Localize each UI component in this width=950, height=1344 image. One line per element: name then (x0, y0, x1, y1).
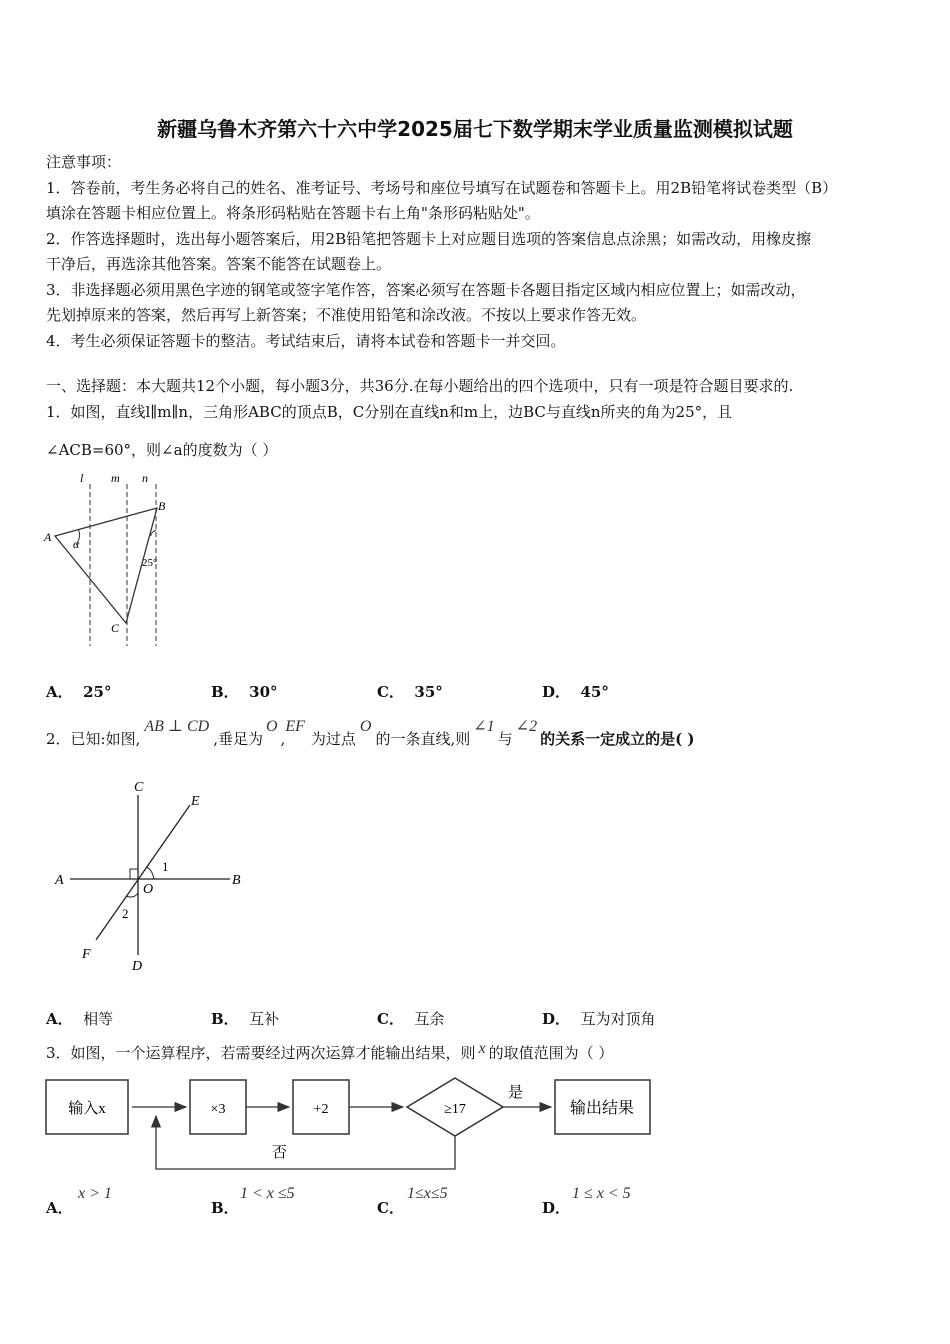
q3-option-a-letter[interactable]: A． (46, 1199, 73, 1217)
q3-math-x: x (478, 1040, 486, 1057)
notice-line: 4．考生必须保证答题卡的整洁。考试结束后，请将本试卷和答题卡一并交回。 (46, 331, 566, 350)
q2-math-o: O (265, 718, 278, 735)
flow-no-label: 否 (272, 1145, 288, 1161)
q2-option-c[interactable]: C． 互余 (377, 1010, 445, 1028)
q1-stem-line1 (46, 401, 732, 422)
flow-input-label: 输入x (68, 1101, 106, 1117)
q1-option-b[interactable]: B． 30° (211, 683, 278, 701)
angle-1-arc (146, 867, 154, 879)
q2-option-a[interactable]: A． 相等 (46, 1010, 114, 1028)
flow-condition-label: ≥17 (444, 1102, 466, 1117)
q2-option-b[interactable]: B． 互补 (211, 1010, 280, 1028)
label-C: C (134, 780, 144, 795)
q2-figure (50, 775, 250, 975)
q2-stem: 2．已知:如图,AB ⊥ CD,垂足为O,EF为过点O的一条直线,则∠1与∠2的关系一定成立的是( ) (46, 718, 695, 748)
q3-option-a-text: x > 1 (78, 1185, 112, 1202)
label-n: n (142, 471, 148, 485)
flow-times3-label: ×3 (210, 1102, 226, 1117)
q1-option-c[interactable]: C． 35° (377, 683, 443, 701)
q2-math-ef: EF (285, 718, 305, 735)
flow-plus2-label: +2 (313, 1102, 329, 1117)
label-E: E (191, 794, 200, 809)
label-D: D (132, 959, 143, 974)
notice-line: 2．作答选择题时，选出每小题答案后，用2B铅笔把答题卡上对应题目选项的答案信息点涂黑；如需改动，用橡皮擦 (46, 229, 812, 248)
q2-math-o2: O (359, 718, 372, 735)
q3-option-c-letter[interactable]: C． (377, 1199, 404, 1217)
notice-heading: 注意事项： (46, 153, 122, 171)
q3-option-d-letter[interactable]: D． (542, 1199, 571, 1217)
q2-math-ab-cd: AB ⊥ CD (144, 718, 210, 735)
q1-option-d[interactable]: D． 45° (542, 683, 609, 701)
q3-option-c-text: 1≤x≤5 (407, 1185, 448, 1202)
q2-math-angle1: ∠1 (473, 718, 495, 735)
q2-option-d[interactable]: D． 互为对顶角 (542, 1010, 656, 1028)
right-angle-mark (130, 869, 138, 879)
q1-option-a[interactable]: A． 25° (46, 683, 112, 701)
flow-output-label: 输出结果 (569, 1100, 635, 1117)
flow-yes-label: 是 (508, 1085, 524, 1101)
label-A: A (55, 873, 64, 888)
notice-line: 填涂在答题卡相应位置上。将条形码粘贴在答题卡右上角"条形码粘贴处"。 (46, 204, 540, 222)
notice-line: 1．答卷前，考生务必将自己的姓名、准考证号、考场号和座位号填写在试题卷和答题卡上。用2B铅笔将试卷类型（B） (46, 178, 838, 197)
line-ef (96, 805, 190, 940)
q3-option-b-letter[interactable]: B． (211, 1199, 239, 1217)
q1-figure (40, 466, 175, 650)
label-25: 25° (142, 557, 158, 569)
arrow-loop-back (156, 1116, 455, 1169)
notice-block (46, 150, 906, 354)
label-B: B (232, 873, 241, 888)
label-B: B (158, 499, 166, 513)
angle-25-arc (151, 530, 156, 536)
label-O: O (143, 882, 154, 897)
notice-line: 干净后，再选涂其他答案。答案不能答在试题卷上。 (46, 255, 392, 273)
section-heading: 一、选择题：本大题共12个小题，每小题3分，共36分.在每小题给出的四个选项中，只有一项是符合题目要求的. (46, 377, 794, 395)
q3-stem: 3．如图，一个运算程序，若需要经过两次运算才能输出结果，则 x 的取值范围为（ ） (46, 1040, 614, 1062)
label-alpha: α (73, 537, 80, 551)
label-F: F (82, 947, 91, 962)
notice-line: 3．非选择题必须用黑色字迹的钢笔或签字笔作答，答案必须写在答题卡各题目指定区域内相应位置上；如需改动， (46, 280, 806, 299)
label-A: A (44, 530, 52, 544)
q3-option-d-text: 1 ≤ x < 5 (572, 1185, 631, 1202)
label-m: m (111, 471, 120, 485)
label-l: l (80, 471, 84, 485)
q3-option-b-text: 1 < x ≤5 (240, 1185, 295, 1202)
q1-stem-line2: ∠ACB=60°，则∠a的度数为（ ） (46, 441, 278, 459)
label-C: C (111, 621, 120, 635)
q3-flowchart (40, 1072, 670, 1176)
q2-math-angle2: ∠2 (515, 718, 538, 735)
page-title: 新疆乌鲁木齐第六十六中学2025届七下数学期末学业质量监测模拟试题 (157, 117, 793, 141)
label-1: 1 (162, 859, 169, 874)
q1-text: 1．如图，直线l∥m∥n，三角形ABC的顶点B，C分别在直线n和m上，边BC与直线n所夹的角为25°，且 (46, 403, 733, 421)
label-2: 2 (122, 906, 129, 921)
notice-line: 先划掉原来的答案，然后再写上新答案；不准使用铅笔和涂改液。不按以上要求作答无效。 (46, 306, 647, 324)
